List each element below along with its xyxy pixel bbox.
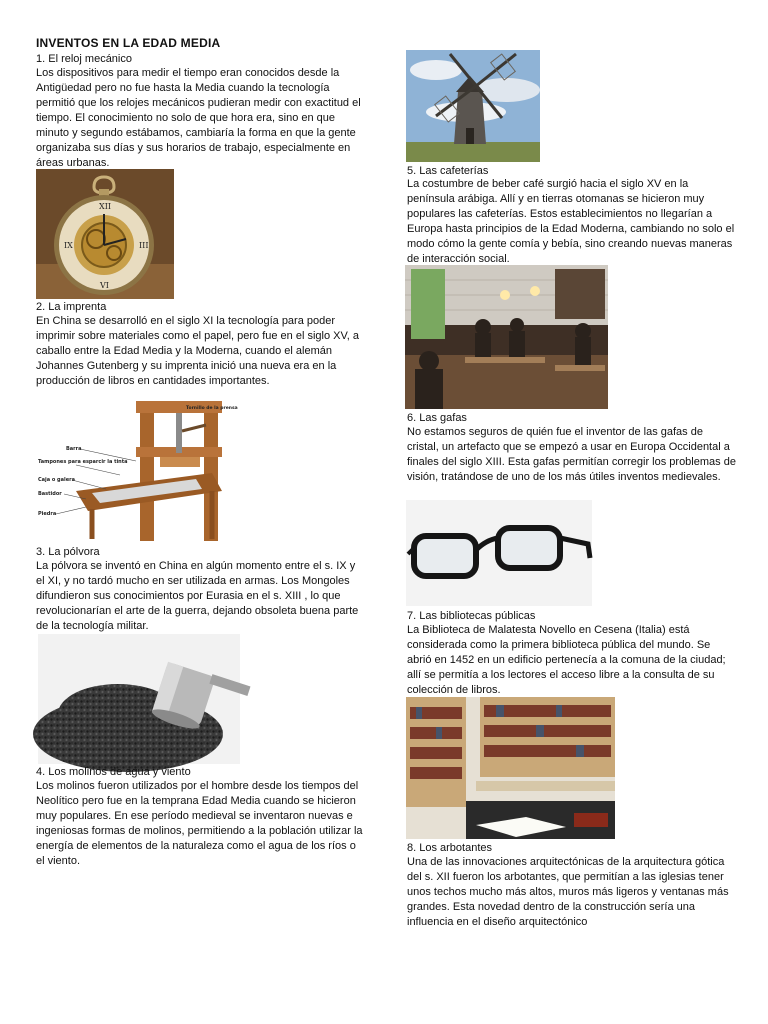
cafe-icon	[405, 265, 608, 409]
section-text-printing-press: En China se desarrolló en el siglo XI la tecnología para poder imprimir sobre materiales como el papel, pero fue en el siglo XV, a caballo entre la Edad Media y la Moderna, cuando el alemán Johannes Gutenberg y su imprenta inició una nueva era en la producción de libros en cantidades importantes.	[36, 315, 360, 387]
svg-text:IX: IX	[64, 241, 73, 250]
section-heading-glasses: 6. Las gafas	[407, 412, 467, 424]
printing-press-image	[36, 399, 238, 543]
section-text-libraries: La Biblioteca de Malatesta Novello en Cesena (Italia) está considerada como la primera biblioteca pública del mundo. Se abrió en 1452 en un edificio pertenecía a la comuna de la ciudad; allí se permitía a los lectores el acceso libre a la consulta de su colección de libros.	[407, 624, 726, 696]
library-image	[406, 697, 615, 839]
press-label-barra: Barra	[66, 446, 82, 452]
section-text-cafes: La costumbre de beber café surgió hacia el siglo XV en la península arábiga. Allí y en tierras otomanas se hicieron muy populares las cafeterías. Estos establecimientos no llegarían a Europa hasta principios de la Edad Moderna, cambiando no solo el modo cómo la gente comía y bebía, sino creando nuevas maneras de interacción social.	[407, 178, 735, 265]
section-heading-printing-press: 2. La imprenta	[36, 301, 107, 313]
svg-text:III: III	[139, 241, 149, 250]
document-title: INVENTOS EN LA EDAD MEDIA	[36, 36, 221, 50]
pocket-watch-icon	[36, 169, 174, 299]
pocket-watch-image	[36, 169, 174, 299]
svg-text:XII: XII	[99, 202, 112, 211]
svg-text:VI: VI	[100, 281, 109, 290]
eyeglasses-icon	[406, 500, 592, 606]
section-text-clock: Los dispositivos para medir el tiempo eran conocidos desde la Antigüedad pero no fue hasta la Media cuando la tecnología permitió que los relojes mecánicos pudieran medir con exactitud el tiempo. El conocimiento no solo de que hora era, sino en que minuto y segundo estábamos, cambiaría la forma en que la gente organizaba sus días y sus horarios de trabajo, especialmente en áreas urbanas.	[36, 67, 361, 169]
section-heading-libraries: 7. Las bibliotecas públicas	[407, 610, 536, 622]
eyeglasses-image	[406, 500, 592, 606]
press-label-piedra: Piedra	[38, 511, 57, 517]
windmill-image	[406, 50, 540, 162]
press-label-tornillo: Tornillo de la prensa	[186, 406, 238, 411]
press-label-tampones: Tampones para esparcir la tinta	[38, 459, 128, 465]
press-label-caja: Caja o galera	[38, 477, 75, 483]
section-text-mills: Los molinos fueron utilizados por el hombre desde los tiempos del Neolítico pero fue en la temprana Edad Media cuando se hicieron muy populares. En ese período medieval se inventaron nuevas e ingeniosas formas de molinos, permitiendo a la población utilizar la energía de elementos de la naturaleza como el agua de los ríos o el viento.	[36, 780, 363, 867]
section-heading-mills: 4. Los molinos de agua y viento	[36, 766, 191, 778]
section-text-glasses: No estamos seguros de quién fue el inventor de las gafas de cristal, un artefacto que se empezó a usar en Europa Occidental a finales del siglo XIII. Esta gafas permitían corregir los problemas de visión, tratándose de uno de los más útiles inventos medievales.	[407, 426, 736, 483]
section-heading-clock: 1. El reloj mecánico	[36, 53, 132, 65]
section-heading-gunpowder: 3. La pólvora	[36, 546, 100, 558]
section-heading-flying-buttresses: 8. Los arbotantes	[407, 842, 493, 854]
gunpowder-icon	[38, 634, 240, 764]
section-text-flying-buttresses: Una de las innovaciones arquitectónicas de la arquitectura gótica del s. XII fueron los arbotantes, que permitían a las iglesias tener unos techos mucho más altos, muros más ligeros y ventanas más grandes. Esta novedad dentro de la construcción sería una influencia en el diseño arquitectónico	[407, 856, 729, 928]
section-heading-cafes: 5. Las cafeterías	[407, 165, 489, 177]
printing-press-icon	[36, 399, 238, 543]
press-label-bastidor: Bastidor	[38, 491, 62, 497]
section-text-gunpowder: La pólvora se inventó en China en algún momento entre el s. IX y el XI, y no tardó mucho en ser utilizada en armas. Los Mongoles difundieron sus conocimientos por Eurasia en el s. XIII , lo que revolucionarían el arte de la guerra, dejando obsoleta buena parte de la tecnología militar.	[36, 560, 359, 632]
cafe-image	[405, 265, 608, 409]
library-icon	[406, 697, 615, 839]
gunpowder-image	[38, 634, 240, 764]
windmill-icon	[406, 50, 540, 162]
